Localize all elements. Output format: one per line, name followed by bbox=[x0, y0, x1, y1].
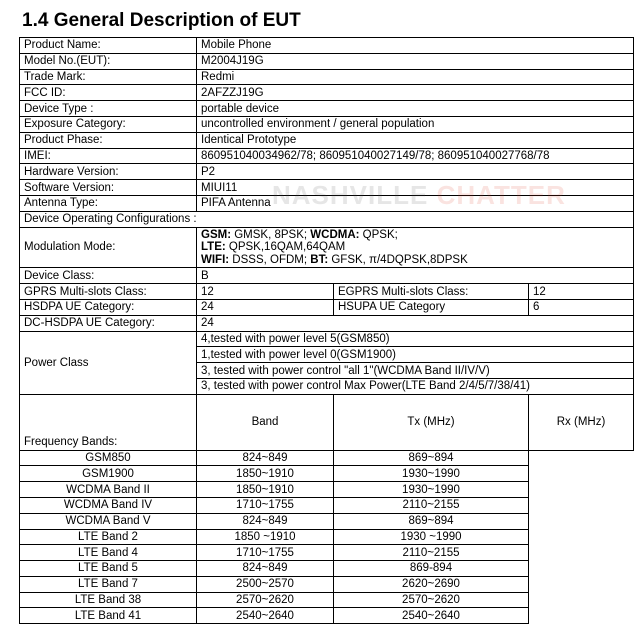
spec-row bbox=[20, 132, 634, 148]
spec-label: Antenna Type: bbox=[20, 195, 197, 211]
spec-label: FCC ID: bbox=[20, 85, 197, 101]
spec-row bbox=[20, 85, 634, 101]
tx-cell: 2500~2570 bbox=[197, 576, 334, 592]
tx-cell: 1850~1910 bbox=[197, 466, 334, 482]
spec-value: uncontrolled environment / general population bbox=[197, 116, 634, 132]
device-class-value: B bbox=[197, 268, 634, 284]
gprs-label: GPRS Multi-slots Class: bbox=[20, 284, 197, 300]
frequency-row bbox=[20, 482, 634, 498]
gsm-value: GMSK, 8PSK; bbox=[231, 228, 311, 241]
spec-row bbox=[20, 101, 634, 117]
rx-cell: 1930~1990 bbox=[334, 482, 529, 498]
rx-cell: 2540~2640 bbox=[334, 608, 529, 624]
band-cell: GSM1900 bbox=[20, 466, 197, 482]
lte-value: QPSK,16QAM,64QAM bbox=[225, 241, 346, 254]
spec-label: Product Name: bbox=[20, 38, 197, 54]
eut-description-table bbox=[19, 37, 634, 624]
rx-column-header: Rx (MHz) bbox=[529, 394, 634, 450]
spec-value: M2004J19G bbox=[197, 53, 634, 69]
gsm-key: GSM: bbox=[201, 228, 232, 241]
tx-cell: 1710~1755 bbox=[197, 545, 334, 561]
frequency-bands-label: Frequency Bands: bbox=[20, 394, 197, 450]
gprs-row bbox=[20, 284, 634, 300]
config-header: Device Operating Configurations : bbox=[20, 211, 634, 227]
power-class-line: 4,tested with power level 5(GSM850) bbox=[197, 331, 634, 347]
wcdma-key: WCDMA: bbox=[310, 228, 360, 241]
watermark-part2: CHATTER bbox=[436, 180, 566, 210]
frequency-header-row bbox=[20, 394, 634, 450]
gprs-value: 12 bbox=[197, 284, 334, 300]
egprs-label: EGPRS Multi-slots Class: bbox=[334, 284, 529, 300]
spec-row bbox=[20, 164, 634, 180]
tx-cell: 824~849 bbox=[197, 450, 334, 466]
dc-hsdpa-label: DC-HSDPA UE Category: bbox=[20, 315, 197, 331]
spec-value: 2AFZZJ19G bbox=[197, 85, 634, 101]
rx-cell: 2620~2690 bbox=[334, 576, 529, 592]
band-cell: GSM850 bbox=[20, 450, 197, 466]
page-title: 1.4 General Description of EUT bbox=[22, 10, 301, 31]
spec-row bbox=[20, 69, 634, 85]
band-cell: LTE Band 2 bbox=[20, 529, 197, 545]
frequency-row bbox=[20, 561, 634, 577]
frequency-row bbox=[20, 466, 634, 482]
hsupa-value: 6 bbox=[529, 299, 634, 315]
dc-hsdpa-value: 24 bbox=[197, 315, 634, 331]
wifi-value: DSSS, OFDM; bbox=[229, 253, 311, 266]
spec-value: MIUI11 bbox=[197, 180, 634, 196]
tx-cell: 1710~1755 bbox=[197, 497, 334, 513]
device-class-label: Device Class: bbox=[20, 268, 197, 284]
spec-value: PIFA Antenna bbox=[197, 195, 634, 211]
rx-cell: 2570~2620 bbox=[334, 592, 529, 608]
spec-label: Model No.(EUT): bbox=[20, 53, 197, 69]
band-cell: LTE Band 7 bbox=[20, 576, 197, 592]
band-cell: WCDMA Band IV bbox=[20, 497, 197, 513]
bt-key: BT: bbox=[310, 253, 329, 266]
power-class-line: 1,tested with power level 0(GSM1900) bbox=[197, 347, 634, 363]
tx-column-header: Tx (MHz) bbox=[334, 394, 529, 450]
spec-row bbox=[20, 195, 634, 211]
band-cell: LTE Band 4 bbox=[20, 545, 197, 561]
tx-cell: 2570~2620 bbox=[197, 592, 334, 608]
watermark-part1: NASHVILLE bbox=[272, 180, 437, 210]
rx-cell: 1930 ~1990 bbox=[334, 529, 529, 545]
spec-value: Identical Prototype bbox=[197, 132, 634, 148]
spec-label: Device Type : bbox=[20, 101, 197, 117]
wifi-key: WIFI: bbox=[201, 253, 230, 266]
spec-label: Software Version: bbox=[20, 180, 197, 196]
spec-value: 860951040034962/78; 860951040027149/78; 860951040027768/78 bbox=[197, 148, 634, 164]
spec-row bbox=[20, 148, 634, 164]
modulation-row bbox=[20, 227, 634, 268]
spec-row bbox=[20, 38, 634, 54]
rx-cell: 1930~1990 bbox=[334, 466, 529, 482]
rx-cell: 869~894 bbox=[334, 513, 529, 529]
modulation-value bbox=[197, 227, 634, 268]
spec-row bbox=[20, 116, 634, 132]
frequency-row bbox=[20, 450, 634, 466]
tx-cell: 1850~1910 bbox=[197, 482, 334, 498]
frequency-row bbox=[20, 513, 634, 529]
dc-hsdpa-row bbox=[20, 315, 634, 331]
tx-cell: 1850 ~1910 bbox=[197, 529, 334, 545]
wcdma-value: QPSK; bbox=[359, 228, 398, 241]
rx-cell: 2110~2155 bbox=[334, 497, 529, 513]
rx-cell: 869~894 bbox=[334, 450, 529, 466]
spec-label: Exposure Category: bbox=[20, 116, 197, 132]
modulation-label: Modulation Mode: bbox=[20, 227, 197, 268]
frequency-row bbox=[20, 576, 634, 592]
spec-label: Hardware Version: bbox=[20, 164, 197, 180]
config-header-row bbox=[20, 211, 634, 227]
hsupa-label: HSUPA UE Category bbox=[334, 299, 529, 315]
tx-cell: 824~849 bbox=[197, 561, 334, 577]
power-class-row bbox=[20, 331, 634, 347]
band-column-header: Band bbox=[197, 394, 334, 450]
rx-cell: 2110~2155 bbox=[334, 545, 529, 561]
spec-value: portable device bbox=[197, 101, 634, 117]
spec-value: Mobile Phone bbox=[197, 38, 634, 54]
spec-row bbox=[20, 180, 634, 196]
spec-label: Trade Mark: bbox=[20, 69, 197, 85]
power-class-line: 3, tested with power control Max Power(LTE Band 2/4/5/7/38/41) bbox=[197, 378, 634, 394]
lte-key: LTE: bbox=[201, 241, 226, 254]
spec-label: IMEI: bbox=[20, 148, 197, 164]
hsdpa-value: 24 bbox=[197, 299, 334, 315]
rx-cell: 869-894 bbox=[334, 561, 529, 577]
band-cell: LTE Band 5 bbox=[20, 561, 197, 577]
tx-cell: 2540~2640 bbox=[197, 608, 334, 624]
hsdpa-label: HSDPA UE Category: bbox=[20, 299, 197, 315]
frequency-row bbox=[20, 592, 634, 608]
frequency-row bbox=[20, 545, 634, 561]
tx-cell: 824~849 bbox=[197, 513, 334, 529]
frequency-row bbox=[20, 608, 634, 624]
frequency-row bbox=[20, 497, 634, 513]
band-cell: LTE Band 38 bbox=[20, 592, 197, 608]
device-class-row bbox=[20, 268, 634, 284]
band-cell: LTE Band 41 bbox=[20, 608, 197, 624]
spec-row bbox=[20, 53, 634, 69]
spec-value: Redmi bbox=[197, 69, 634, 85]
bt-value: GFSK, π/4DQPSK,8DPSK bbox=[328, 253, 468, 266]
band-cell: WCDMA Band II bbox=[20, 482, 197, 498]
frequency-row bbox=[20, 529, 634, 545]
spec-value: P2 bbox=[197, 164, 634, 180]
egprs-value: 12 bbox=[529, 284, 634, 300]
spec-label: Product Phase: bbox=[20, 132, 197, 148]
power-class-label: Power Class bbox=[20, 331, 197, 394]
band-cell: WCDMA Band V bbox=[20, 513, 197, 529]
power-class-line: 3, tested with power control "all 1"(WCDMA Band II/IV/V) bbox=[197, 363, 634, 379]
hsdpa-row bbox=[20, 299, 634, 315]
